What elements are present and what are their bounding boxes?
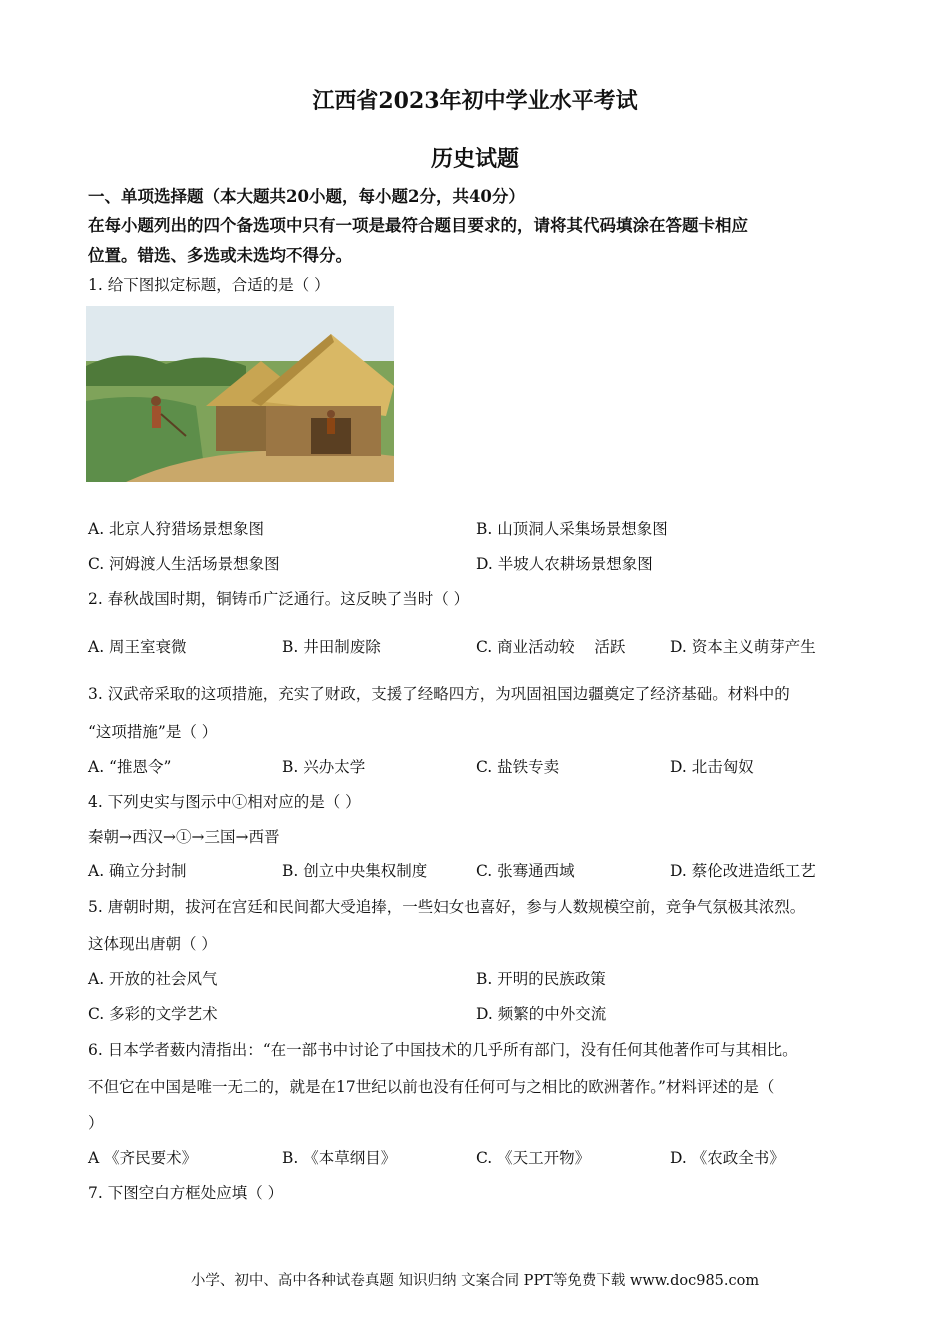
option-d: D. 《农政全书》 [670,1149,785,1167]
option-c: C. 《天工开物》 [476,1149,591,1167]
option-d: D. 北击匈奴 [670,758,754,776]
section-instruction: 在每小题列出的四个备选项中只有一项是最符合题目要求的，请将其代码填涂在答题卡相应 [88,216,748,235]
option-c: C. 多彩的文学艺术 [88,1005,218,1023]
question-stem: 7. 下图空白方框处应填（ ） [88,1184,284,1202]
option-b: B. 《本草纲目》 [282,1149,397,1167]
option-a: A. 北京人狩猎场景想象图 [88,520,265,538]
question-stem: 这体现出唐朝（ ） [88,935,217,953]
neolithic-village-illustration [86,306,394,482]
question-stem: 4. 下列史实与图示中①相对应的是（ ） [88,793,361,811]
option-a: A 《齐民要术》 [88,1149,198,1167]
question-stem: 2. 春秋战国时期，铜铸币广泛通行。这反映了当时（ ） [88,590,470,608]
option-d: D. 资本主义萌芽产生 [670,638,816,656]
question-stem: 不但它在中国是唯一无二的，就是在17世纪以前也没有任何可与之相比的欧洲著作。”材料评述的是（ [88,1078,775,1096]
option-b: B. 开明的民族政策 [476,970,606,988]
option-d: D. 频繁的中外交流 [476,1005,607,1023]
option-a: A. 周王室衰微 [88,638,187,656]
option-c: C. 商业活动较 活跃 [476,638,626,656]
question-stem: 6. 日本学者薮内清指出：“在一部书中讨论了中国技术的几乎所有部门，没有任何其他著作可与其相比。 [88,1041,798,1059]
option-a: A. “推恩令” [88,758,172,776]
question-stem: “这项措施”是（ ） [88,723,218,741]
option-a: A. 确立分封制 [88,862,187,880]
option-c: C. 盐铁专卖 [476,758,560,776]
option-b: B. 兴办太学 [282,758,366,776]
question-stem: 3. 汉武帝采取的这项措施，充实了财政，支援了经略四方，为巩固祖国边疆奠定了经济基础。材料中的 [88,685,790,703]
option-b: B. 山顶洞人采集场景想象图 [476,520,668,538]
option-b: B. 井田制废除 [282,638,381,656]
option-a: A. 开放的社会风气 [88,970,218,988]
page-title: 江西省2023年初中学业水平考试 [312,88,638,114]
question-stem: 1. 给下图拟定标题，合适的是（ ） [88,276,330,294]
page-subtitle: 历史试题 [430,146,519,172]
option-c: C. 河姆渡人生活场景想象图 [88,555,280,573]
page-footer: 小学、初中、高中各种试卷真题 知识归纳 文案合同 PPT等免费下载 www.doc985.com [190,1273,760,1289]
option-c: C. 张骞通西域 [476,862,575,880]
section-heading: 一、单项选择题（本大题共20小题，每小题2分，共40分） [88,187,525,206]
option-d: D. 蔡伦改进造纸工艺 [670,862,816,880]
section-instruction: 位置。错选、多选或未选均不得分。 [88,246,352,265]
question-stem: ） [88,1114,104,1132]
question-stem: 5. 唐朝时期，拔河在宫廷和民间都大受追捧，一些妇女也喜好，参与人数规模空前，竞争气氛极其浓烈。 [88,898,806,916]
timeline-sequence: 秦朝→西汉→①→三国→西晋 [88,828,280,846]
option-d: D. 半坡人农耕场景想象图 [476,555,653,573]
option-b: B. 创立中央集权制度 [282,862,428,880]
